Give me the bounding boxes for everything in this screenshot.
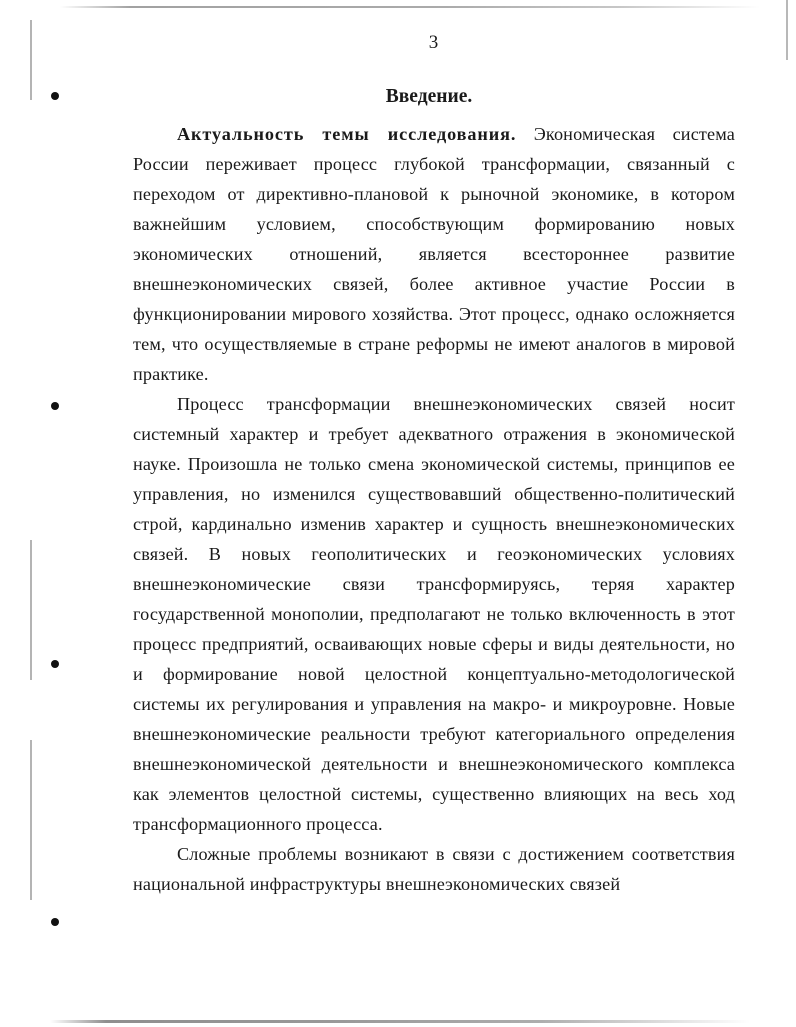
page-number: 3: [428, 32, 440, 53]
body-text: [133, 119, 735, 899]
scan-edge-top: [60, 6, 760, 8]
binder-hole-mark: [51, 660, 59, 668]
binder-hole-mark: [51, 918, 59, 926]
section-heading: Введение.: [385, 86, 473, 107]
paragraph: [133, 119, 735, 389]
binder-hole-mark: [51, 402, 59, 410]
scan-edge-left: [30, 540, 32, 680]
paragraph: Процесс трансформации внешнеэкономических связей носит системный характер и требует адекватного отражения в экономической науке. Произошла не только смена экономической системы, принципов ее управления, но изменился существовавший общественно-политический строй, кардинально изменив характер и сущность внешнеэкономических связей. В новых геополитических и геоэкономических условиях внешнеэкономические связи трансформируясь, теряя характер государственной монополии, предполагают не только включенность в этот процесс предприятий, осваивающих новые сферы и виды деятельности, но и формирование новой целостной концептуально-методологической системы их регулирования и управления на макро- и микроуровне. Новые внешнеэкономические реальности требуют категориального определения внешнеэкономической деятельности и внешнеэкономического комплекса как элементов целостной системы, существенно влияющих на весь ход трансформационного процесса.: [133, 394, 735, 834]
paragraph-lead: Актуальность темы исследования.: [177, 124, 517, 144]
paragraph: Сложные проблемы возникают в связи с достижением соответствия национальной инфраструктуры внешнеэкономических связей: [133, 844, 735, 894]
scan-edge-bottom: [50, 1020, 750, 1023]
scan-edge-left: [30, 740, 32, 900]
paragraph-text: Экономическая система России переживает процесс глубокой трансформации, связанный с переходом от директивно-плановой к рыночной экономике, в котором важнейшим условием, способствующим формированию новых экономических отношений, является всестороннее развитие внешнеэкономических связей, более активное участие России в функционировании мирового хозяйства. Этот процесс, однако осложняется тем, что осуществляемые в стране реформы не имеют аналогов в мировой практике.: [133, 124, 735, 384]
